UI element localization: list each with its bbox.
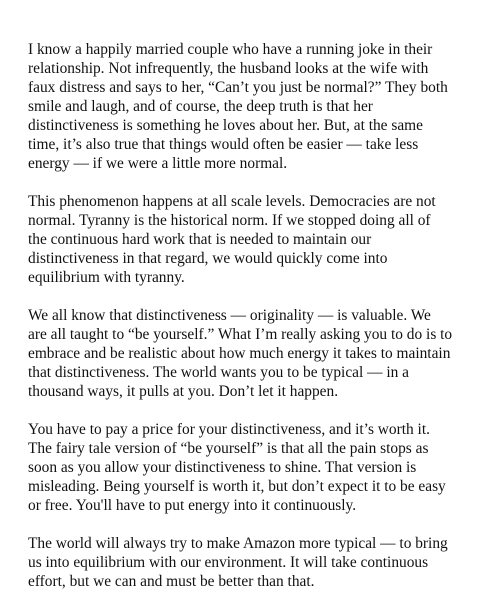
- paragraph-price-of-distinctiveness: You have to pay a price for your distinctiveness, and it’s worth it. The fairy tale version of “be yourself” is that all the pain stops as soon as you allow your distinctiveness to shine. That version is misleading. Being yourself is worth it, but don’t expect it to be easy or free. You'll have to put energy into it continuously.: [28, 421, 446, 514]
- paragraph-be-yourself: We all know that distinctiveness — originality — is valuable. We are all taught to “be yourself.” What I’m really asking you to do is to embrace and be realistic about how much energy it takes to maintain that distinctiveness. The world wants you to be typical — in a thousand ways, it pulls at you. Don’t let it happen.: [28, 307, 453, 400]
- paragraph-democracies: This phenomenon happens at all scale levels. Democracies are not normal. Tyranny is the historical norm. If we stopped doing all of the continuous hard work that is needed to maintain our distinctiveness in that regard, we would quickly come into equilibrium with tyranny.: [28, 193, 436, 286]
- paragraph-amazon-typical: The world will always try to make Amazon more typical — to bring us into equilibrium with our environment. It will take continuous effort, but we can and must be better than that.: [28, 535, 448, 590]
- paragraph-normal-couple: I know a happily married couple who have a running joke in their relationship. Not infrequently, the husband looks at the wife with faux distress and says to her, “Can’t you just be normal?” They both smile and laugh, and of course, the deep truth is that her distinctiveness is something he loves about her. But, at the same time, it’s also true that things would often be easier — take less energy — if we were a little more normal.: [28, 41, 448, 172]
